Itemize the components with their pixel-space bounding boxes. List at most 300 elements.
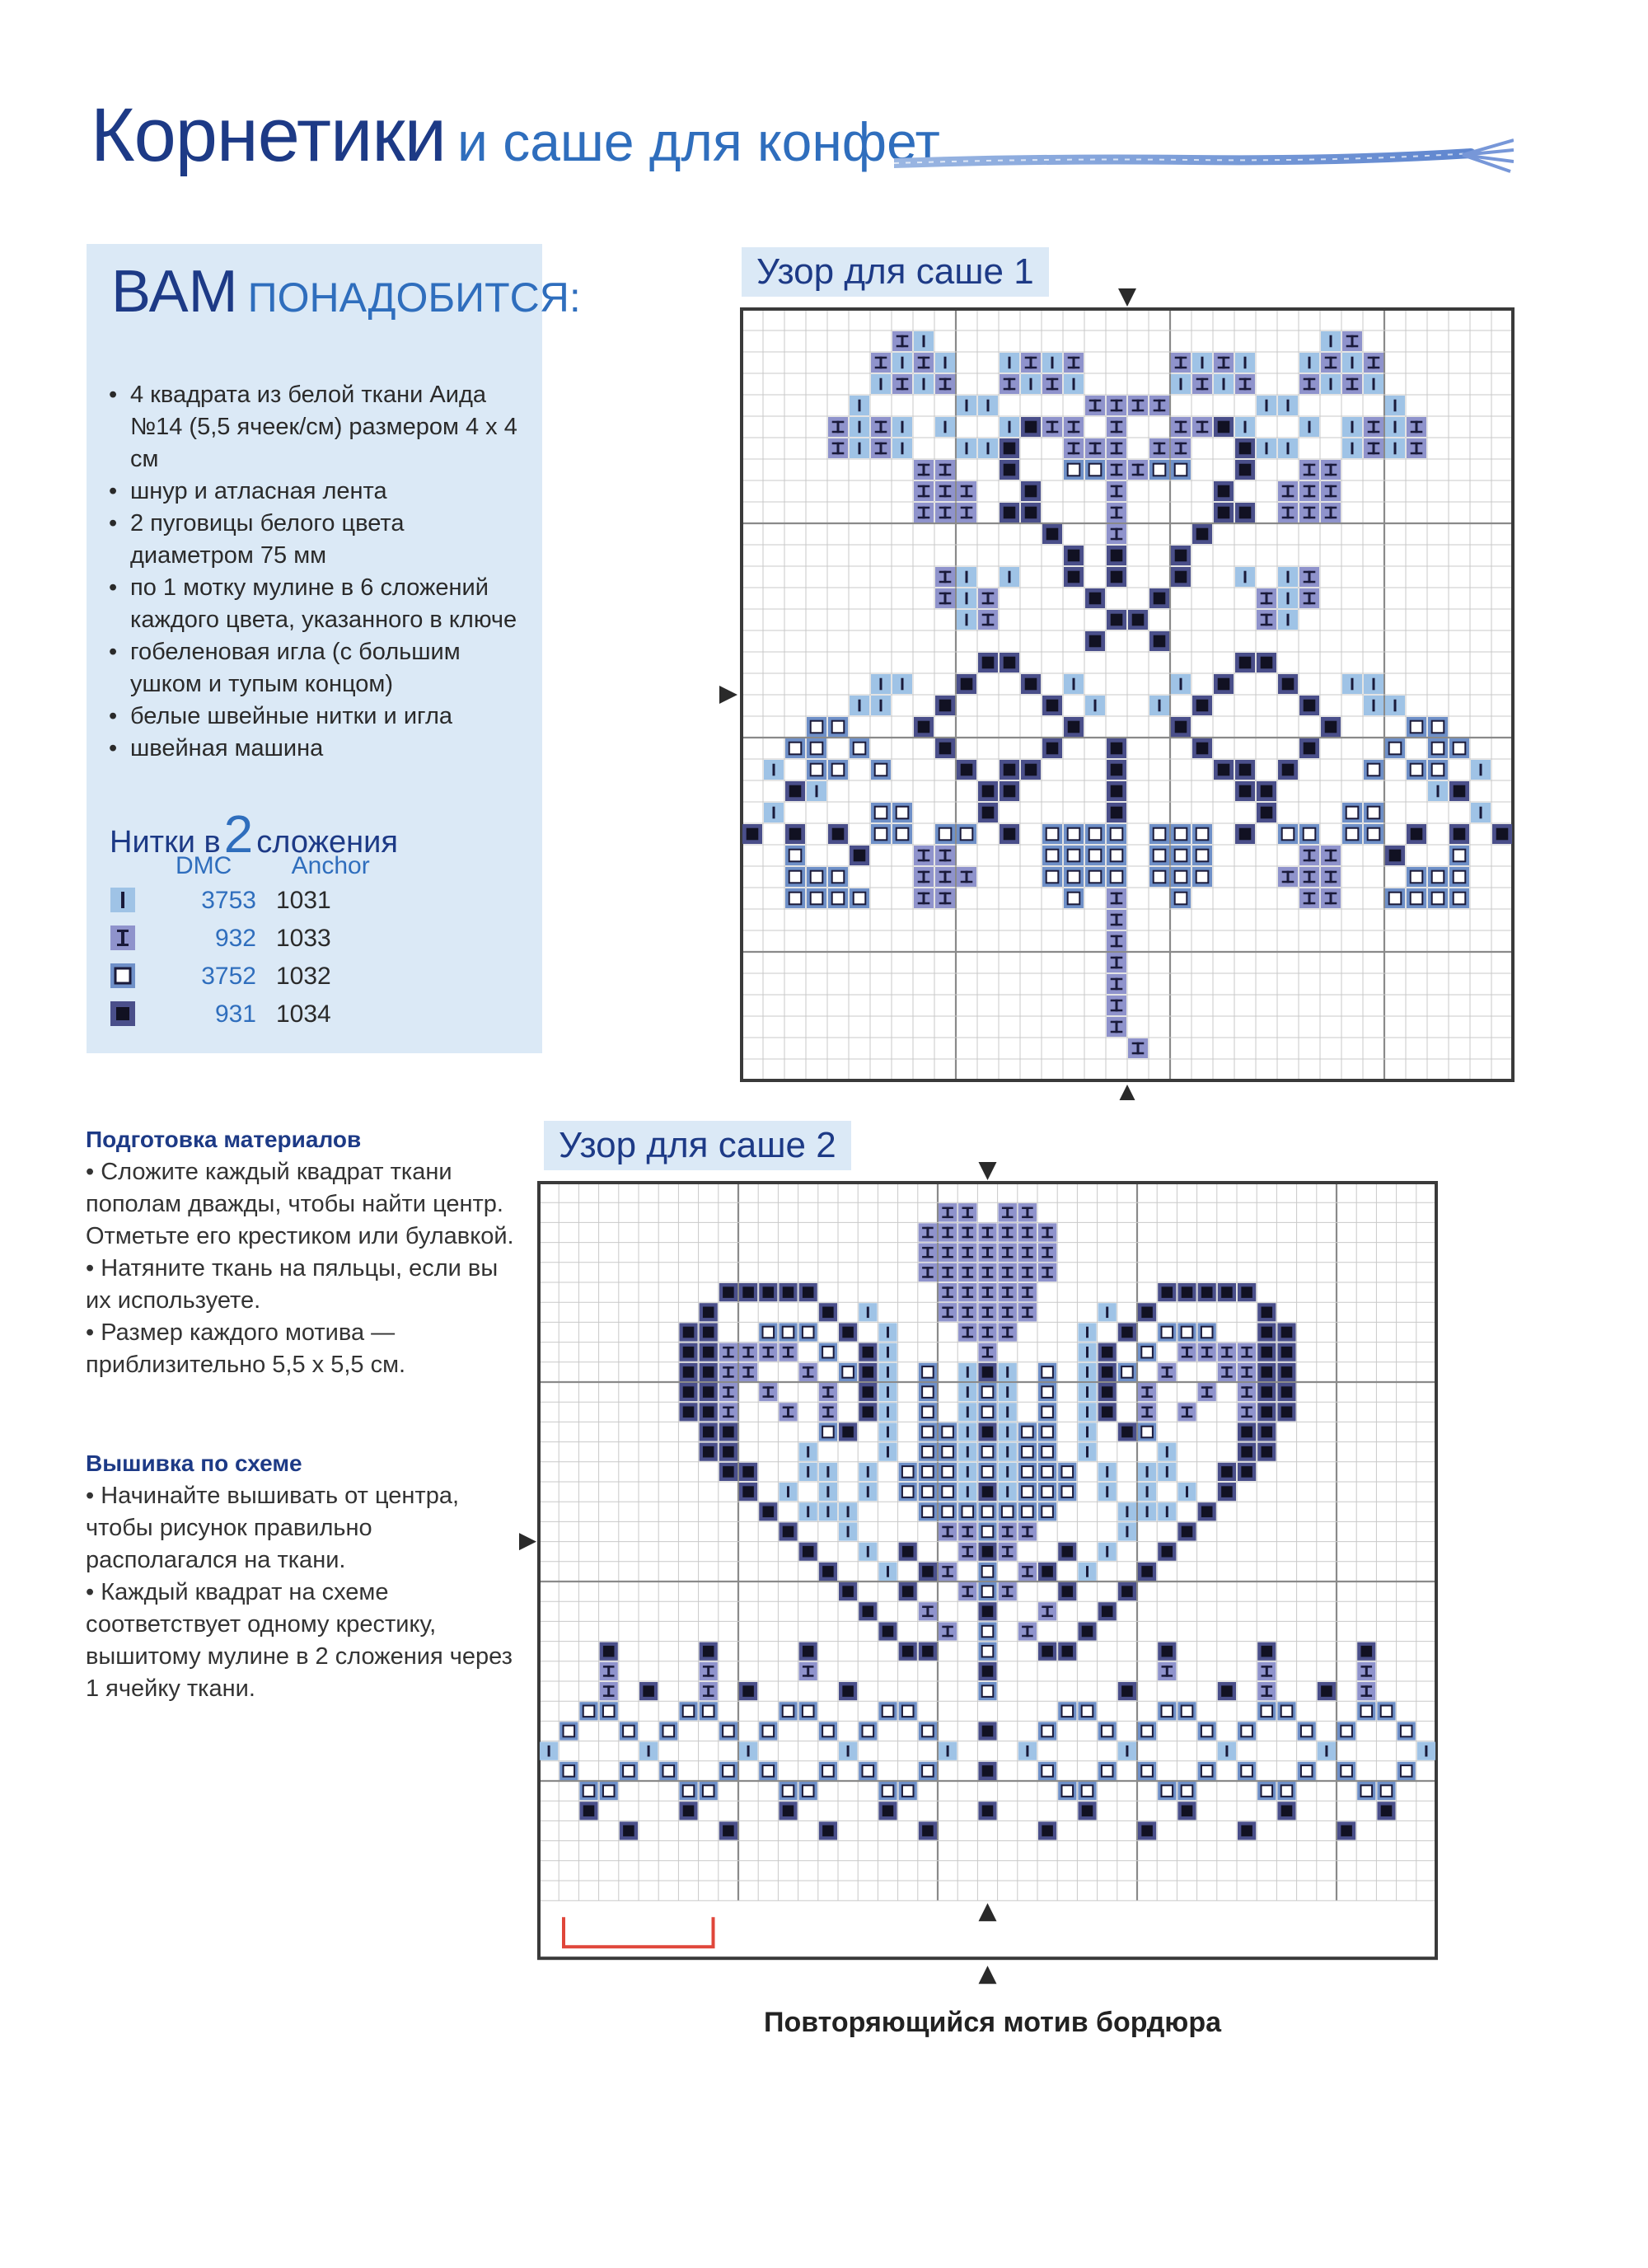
- stitch-ibeam: [939, 1203, 957, 1221]
- stitch-bar: [957, 610, 976, 630]
- stitch-filled: [850, 846, 869, 865]
- stitch-filled: [1177, 1802, 1196, 1820]
- stitch-ibeam: [914, 888, 934, 908]
- key-title-before: Нитки в: [110, 825, 221, 860]
- stitch-filled: [1158, 1642, 1176, 1661]
- stitch-square: [1064, 460, 1084, 480]
- stitch-bar: [1257, 438, 1276, 458]
- stitch-bar: [958, 1463, 976, 1481]
- stitch-square: [1428, 717, 1448, 737]
- stitch-bar: [1098, 1543, 1117, 1561]
- stitch-square: [785, 846, 805, 865]
- stitch-ibeam: [999, 1543, 1017, 1561]
- stitch-ibeam: [1364, 438, 1383, 458]
- stitch-ibeam: [828, 417, 848, 437]
- stitch-square: [899, 1702, 917, 1720]
- stitch-bar: [799, 1502, 817, 1521]
- stitch-ibeam: [1218, 1343, 1236, 1361]
- stitch-ibeam: [1107, 1017, 1126, 1037]
- stitch-ibeam: [871, 417, 891, 437]
- stitch-ibeam: [779, 1403, 797, 1421]
- stitch-ibeam: [1238, 1363, 1256, 1381]
- stitch-filled: [899, 1582, 917, 1600]
- stitch-bar: [1078, 1563, 1096, 1581]
- stitch-filled: [679, 1323, 697, 1341]
- stitch-filled: [1118, 1323, 1136, 1341]
- stitch-square: [700, 1702, 718, 1720]
- stitch-bar: [839, 1522, 857, 1540]
- stitch-bar: [1138, 1463, 1156, 1481]
- stitch-ibeam: [1018, 1283, 1037, 1301]
- stitch-filled: [1000, 503, 1019, 522]
- stitch-filled: [839, 1682, 857, 1700]
- stitch-square: [1038, 1403, 1056, 1421]
- stitch-bar: [1078, 1443, 1096, 1461]
- stitch-ibeam: [1177, 1343, 1196, 1361]
- stitch-square: [1158, 1702, 1176, 1720]
- stitch-filled: [679, 1343, 697, 1361]
- page-title: [91, 93, 940, 177]
- center-arrow-top-icon: [979, 1162, 997, 1180]
- stitch-ibeam: [1158, 1662, 1176, 1680]
- stitch-filled: [957, 760, 976, 780]
- stitch-bar: [958, 1422, 976, 1441]
- stitch-bar: [1078, 1422, 1096, 1441]
- stitch-bar: [1098, 1303, 1117, 1321]
- stitch-ibeam: [1321, 481, 1341, 501]
- stitch-bar: [1342, 417, 1362, 437]
- stitch-square: [1364, 824, 1383, 844]
- stitch-filled: [1357, 1642, 1375, 1661]
- stitch-ibeam: [999, 1303, 1017, 1321]
- stitch-ibeam: [600, 1662, 618, 1680]
- stitch-bar: [958, 1443, 976, 1461]
- list-item: • 4 квадрата из белой ткани Аида №14 (5,5 ячеек/см) размером 4 х 4 см: [109, 379, 521, 476]
- stitch-square: [1018, 1483, 1037, 1501]
- stitch-ibeam: [958, 1582, 976, 1600]
- stitch-square: [919, 1502, 937, 1521]
- stitch-ibeam: [1192, 374, 1212, 394]
- stitch-ibeam: [958, 1303, 976, 1321]
- stitch-square: [828, 760, 848, 780]
- prep-section: [86, 1127, 514, 1381]
- stitch-bar: [999, 1483, 1017, 1501]
- stitch-ibeam: [1299, 460, 1319, 480]
- stitch-filled: [899, 1642, 917, 1661]
- stitch-bar: [892, 674, 912, 694]
- stitch-filled: [1064, 567, 1084, 587]
- paragraph: • Каждый квадрат на схеме соответствует одному крестику, вышитому мулине в 2 сложения через 1 ячейку ткани.: [86, 1579, 513, 1702]
- stitch-ibeam: [1238, 1403, 1256, 1421]
- stitch-ibeam: [1107, 953, 1126, 972]
- stitch-ibeam: [1407, 438, 1426, 458]
- stitch-ibeam: [1038, 1244, 1056, 1262]
- stitch-ibeam: [1257, 588, 1276, 608]
- paragraph: • Размер каждого мотива — приблизительно 5,5 х 5,5 см.: [86, 1319, 406, 1378]
- stitch-filled: [1257, 781, 1276, 801]
- key-row: [110, 959, 373, 996]
- chart2-title: Узор для саше 2: [544, 1121, 851, 1170]
- stitch-bar: [1064, 674, 1084, 694]
- stitch-ibeam: [958, 1244, 976, 1262]
- stitch-ibeam: [1238, 1383, 1256, 1401]
- stitch-square: [785, 888, 805, 908]
- stitch-bar: [957, 567, 976, 587]
- stitch-filled: [1192, 738, 1212, 758]
- stitch-filled: [1171, 546, 1191, 565]
- stitch-square: [939, 1463, 957, 1481]
- dmc-number: 932: [214, 925, 256, 952]
- stitch-filled: [1149, 588, 1169, 608]
- stitch-ibeam: [1107, 888, 1126, 908]
- stitch-ibeam: [819, 1403, 837, 1421]
- stitch-ibeam: [1085, 438, 1105, 458]
- stitch-filled: [1107, 610, 1126, 630]
- stitch-filled: [1257, 1403, 1276, 1421]
- stitch-square: [1098, 1722, 1117, 1740]
- stitch-ibeam: [799, 1363, 817, 1381]
- key-row: [110, 997, 373, 1033]
- stitch-square: [1038, 1722, 1056, 1740]
- stitch-square: [1018, 1422, 1037, 1441]
- materials-heading: [111, 259, 581, 325]
- stitch-square: [1342, 824, 1362, 844]
- ibeam-symbol-icon: [110, 925, 136, 951]
- stitch-bar: [892, 353, 912, 373]
- stitch-filled: [1128, 610, 1148, 630]
- stitch-ibeam: [935, 867, 955, 887]
- paragraph: • Начинайте вышивать от центра, чтобы рисунок правильно располагался на ткани.: [86, 1483, 460, 1573]
- stitch-square: [1138, 1422, 1156, 1441]
- stitch-ibeam: [935, 460, 955, 480]
- stitch-filled: [1085, 588, 1105, 608]
- stitch-filled: [779, 1283, 797, 1301]
- stitch-filled: [1098, 1602, 1117, 1620]
- stitch-square: [1042, 867, 1062, 887]
- stitch-bar: [1342, 674, 1362, 694]
- stitch-square: [978, 1582, 996, 1600]
- stitch-bar: [1118, 1522, 1136, 1540]
- stitch-square: [1158, 1782, 1176, 1800]
- stitch-bar: [878, 1563, 897, 1581]
- stitch-square: [871, 824, 891, 844]
- stitch-ibeam: [1064, 353, 1084, 373]
- stitch-ibeam: [939, 1283, 957, 1301]
- heading-small: ПОНАДОБИТСЯ:: [247, 274, 581, 321]
- list-item: • шнур и атласная лента: [109, 476, 521, 508]
- stitch-filled: [1042, 738, 1062, 758]
- stitch-ibeam: [939, 1622, 957, 1640]
- stitch-ibeam: [978, 1303, 996, 1321]
- stitch-square: [1171, 824, 1191, 844]
- stitch-square: [1398, 1762, 1416, 1780]
- stitch-ibeam: [1342, 331, 1362, 351]
- stitch-ibeam: [1299, 867, 1319, 887]
- stitch-filled: [1257, 1443, 1276, 1461]
- stitch-square: [1098, 1762, 1117, 1780]
- stitch-square: [1337, 1762, 1355, 1780]
- stitch-ibeam: [1278, 867, 1298, 887]
- stitch-filled: [1218, 1682, 1236, 1700]
- stitch-filled: [1277, 1383, 1295, 1401]
- key-col-dmc: DMC: [176, 852, 232, 879]
- stitch-filled: [1257, 1642, 1276, 1661]
- stitch-square: [1407, 888, 1426, 908]
- stitch-filled: [700, 1443, 718, 1461]
- stitch-ibeam: [1149, 438, 1169, 458]
- stitch-ibeam: [939, 1303, 957, 1321]
- stitch-square: [1149, 846, 1169, 865]
- stitch-filled: [819, 1563, 837, 1581]
- stitch-ibeam: [1107, 974, 1126, 994]
- stitch-square: [1407, 717, 1426, 737]
- stitch-filled: [679, 1363, 697, 1381]
- stitch-square: [939, 1483, 957, 1501]
- stitch-square: [1058, 1782, 1076, 1800]
- stitch-filled: [700, 1343, 718, 1361]
- stitch-square: [978, 1383, 996, 1401]
- dmc-number: 931: [214, 1000, 256, 1028]
- stitch-filled: [1058, 1543, 1076, 1561]
- stitch-bar: [819, 1502, 837, 1521]
- stitch-filled: [1299, 738, 1319, 758]
- stitch-square: [957, 824, 976, 844]
- stitch-bar: [871, 374, 891, 394]
- stitch-ibeam: [919, 1244, 937, 1262]
- stitch-square: [919, 1383, 937, 1401]
- stitch-bar: [859, 1463, 877, 1481]
- stitch-filled: [1107, 760, 1126, 780]
- stitch-filled: [1038, 1821, 1056, 1839]
- stitch-filled: [1238, 1463, 1256, 1481]
- stitch-square: [1364, 803, 1383, 822]
- stitch-square: [1064, 867, 1084, 887]
- embroidery-section: [86, 1450, 514, 1705]
- stitch-bar: [1385, 696, 1405, 715]
- stitch-filled: [1449, 824, 1469, 844]
- stitch-bar: [1177, 1483, 1196, 1501]
- stitch-bar: [1235, 417, 1255, 437]
- stitch-square: [659, 1762, 677, 1780]
- stitch-square: [1192, 867, 1212, 887]
- stitch-filled: [742, 824, 762, 844]
- stitch-bar: [1000, 353, 1019, 373]
- stitch-ibeam: [1107, 438, 1126, 458]
- stitch-square: [892, 824, 912, 844]
- stitch-ibeam: [1018, 1244, 1037, 1262]
- stitch-bar: [1385, 417, 1405, 437]
- stitch-ibeam: [1018, 1622, 1037, 1640]
- stitch-filled: [1257, 1303, 1276, 1321]
- stitch-square: [1177, 1782, 1196, 1800]
- stitch-filled: [719, 1422, 737, 1441]
- stitch-ibeam: [1299, 567, 1319, 587]
- stitch-bar: [1318, 1742, 1336, 1760]
- stitch-ibeam: [1321, 460, 1341, 480]
- stitch-bar: [871, 696, 891, 715]
- stitch-square: [978, 1502, 996, 1521]
- stitch-filled: [819, 1303, 837, 1321]
- stitch-ibeam: [935, 888, 955, 908]
- stitch-square: [839, 1363, 857, 1381]
- stitch-square: [1078, 1782, 1096, 1800]
- stitch-ibeam: [978, 1343, 996, 1361]
- stitch-bar: [1278, 438, 1298, 458]
- stitch-bar: [859, 1303, 877, 1321]
- stitch-square: [559, 1762, 578, 1780]
- anchor-number: 1031: [276, 887, 331, 914]
- chart1-title: Узор для саше 1: [742, 247, 1049, 297]
- stitch-filled: [859, 1403, 877, 1421]
- heading-big: ВАМ: [111, 259, 238, 325]
- stitch-bar: [878, 1323, 897, 1341]
- stitch-filled: [919, 1642, 937, 1661]
- stitch-ibeam: [779, 1343, 797, 1361]
- stitch-bar: [1158, 1443, 1176, 1461]
- stitch-filled: [719, 1283, 737, 1301]
- stitch-square: [620, 1722, 638, 1740]
- stitch-square: [1238, 1762, 1256, 1780]
- stitch-square: [919, 1443, 937, 1461]
- stitch-ibeam: [914, 867, 934, 887]
- stitch-ibeam: [1218, 1363, 1236, 1381]
- stitch-square: [799, 1782, 817, 1800]
- stitch-bar: [1171, 374, 1191, 394]
- stitch-ibeam: [978, 1263, 996, 1282]
- stitch-square: [1171, 888, 1191, 908]
- stitch-filled: [1198, 1502, 1216, 1521]
- stitch-square: [899, 1782, 917, 1800]
- stitch-square: [779, 1323, 797, 1341]
- stitch-square: [1038, 1502, 1056, 1521]
- stitch-square: [1449, 738, 1469, 758]
- stitch-filled: [1138, 1821, 1156, 1839]
- stitch-square: [1238, 1722, 1256, 1740]
- rope-decoration-icon: [894, 138, 1514, 176]
- stitch-ibeam: [1107, 481, 1126, 501]
- stitch-bar: [807, 781, 826, 801]
- stitch-filled: [1337, 1821, 1355, 1839]
- stitch-filled: [859, 1343, 877, 1361]
- stitch-ibeam: [828, 438, 848, 458]
- center-arrow-top-icon: [1118, 288, 1136, 307]
- stitch-filled: [1098, 1363, 1117, 1381]
- stitch-ibeam: [999, 1283, 1017, 1301]
- stitch-ibeam: [739, 1343, 757, 1361]
- stitch-filled: [1085, 631, 1105, 651]
- stitch-ibeam: [600, 1682, 618, 1700]
- stitch-filled: [1235, 781, 1255, 801]
- stitch-ibeam: [1407, 417, 1426, 437]
- stitch-square: [1428, 760, 1448, 780]
- stitch-bar: [1098, 1463, 1117, 1481]
- key-header: [176, 852, 370, 880]
- stitch-bar: [859, 1483, 877, 1501]
- stitch-ibeam: [1235, 374, 1255, 394]
- center-arrow-left-icon: [719, 686, 737, 704]
- stitch-bar: [1078, 1403, 1096, 1421]
- stitch-ibeam: [1321, 503, 1341, 522]
- stitch-bar: [1385, 438, 1405, 458]
- stitch-ibeam: [819, 1383, 837, 1401]
- stitch-square: [828, 888, 848, 908]
- stitch-square: [978, 1642, 996, 1661]
- stitch-bar: [1018, 1742, 1037, 1760]
- stitch-filled: [839, 1323, 857, 1341]
- stitch-filled: [1000, 438, 1019, 458]
- stitch-filled: [785, 824, 805, 844]
- stitch-square: [1177, 1323, 1196, 1341]
- stitch-bar: [1278, 567, 1298, 587]
- stitch-filled: [957, 674, 976, 694]
- stitch-ibeam: [1214, 353, 1234, 373]
- stitch-square: [919, 1422, 937, 1441]
- stitch-square: [819, 1422, 837, 1441]
- stitch-bar: [999, 1403, 1017, 1421]
- stitch-filled: [1107, 781, 1126, 801]
- stitch-ibeam: [935, 481, 955, 501]
- stitch-filled: [1218, 1463, 1236, 1481]
- stitch-ibeam: [1018, 1223, 1037, 1241]
- stitch-bar: [1085, 696, 1105, 715]
- stitch-square: [978, 1403, 996, 1421]
- stitch-bar: [1171, 674, 1191, 694]
- stitch-filled: [700, 1363, 718, 1381]
- stitch-filled: [1235, 760, 1255, 780]
- stitch-ibeam: [1018, 1522, 1037, 1540]
- stitch-ibeam: [719, 1383, 737, 1401]
- stitch-square: [759, 1323, 777, 1341]
- stitch-filled: [1278, 674, 1298, 694]
- stitch-ibeam: [1357, 1662, 1375, 1680]
- stitch-ibeam: [1042, 374, 1062, 394]
- stitch-ibeam: [1299, 374, 1319, 394]
- stitch-square: [620, 1762, 638, 1780]
- stitch-ibeam: [935, 846, 955, 865]
- stitch-filled: [1192, 696, 1212, 715]
- stitch-filled: [1238, 1283, 1256, 1301]
- stitch-bar: [1078, 1383, 1096, 1401]
- stitch-square: [1192, 846, 1212, 865]
- stitch-square: [1107, 867, 1126, 887]
- stitch-filled: [1277, 1363, 1295, 1381]
- stitch-ibeam: [999, 1203, 1017, 1221]
- stitch-ibeam: [1171, 417, 1191, 437]
- center-arrow-bottom-icon: [1118, 1085, 1136, 1100]
- stitch-square: [1277, 1782, 1295, 1800]
- stitch-ibeam: [1128, 396, 1148, 415]
- stitch-ibeam: [1107, 396, 1126, 415]
- stitch-ibeam: [1042, 417, 1062, 437]
- stitch-ibeam: [958, 1543, 976, 1561]
- stitch-filled: [878, 1802, 897, 1820]
- stitch-ibeam: [999, 1323, 1017, 1341]
- stitch-filled: [978, 653, 998, 672]
- stitch-square: [978, 1682, 996, 1700]
- stitch-ibeam: [919, 1223, 937, 1241]
- center-arrow-left-icon: [519, 1533, 536, 1551]
- stitch-filled: [1064, 546, 1084, 565]
- stitch-square: [1042, 824, 1062, 844]
- stitch-bar: [1158, 1502, 1176, 1521]
- stitch-ibeam: [1021, 353, 1041, 373]
- stitch-bar: [935, 417, 955, 437]
- stitch-bar: [1078, 1323, 1096, 1341]
- stitch-filled: [1492, 824, 1512, 844]
- stitch-filled: [1299, 696, 1319, 715]
- stitch-ibeam: [719, 1403, 737, 1421]
- key-col-anchor: Anchor: [291, 852, 370, 879]
